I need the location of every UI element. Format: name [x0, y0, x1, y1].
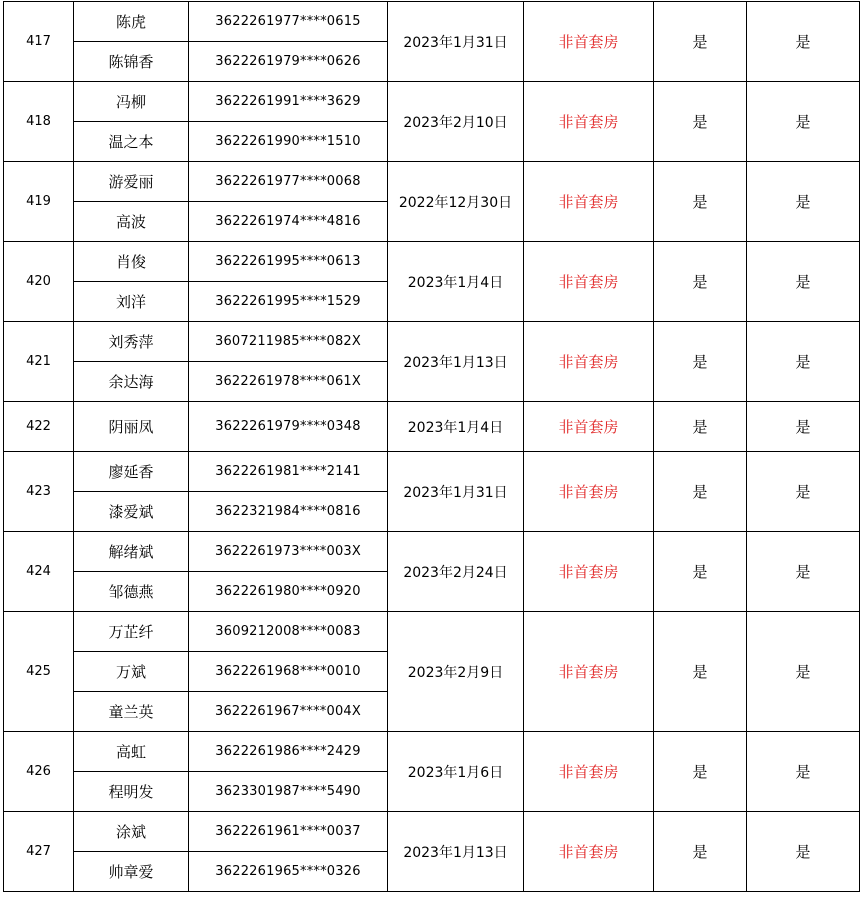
purchase-date-cell: 2023年1月4日	[388, 402, 524, 452]
record-number-cell: 426	[4, 732, 74, 812]
id-number-cell: 3622261991****3629	[189, 82, 388, 122]
id-number-cell: 3622321984****0816	[189, 492, 388, 532]
house-type-cell: 非首套房	[524, 82, 654, 162]
check-column-a-cell: 是	[654, 322, 747, 402]
purchase-date-cell: 2023年2月10日	[388, 82, 524, 162]
id-number-cell: 3622261979****0348	[189, 402, 388, 452]
id-number-cell: 3622261980****0920	[189, 572, 388, 612]
records-table	[3, 1, 860, 892]
table-row	[4, 322, 860, 362]
check-column-b-cell: 是	[747, 452, 860, 532]
record-number-cell: 423	[4, 452, 74, 532]
table-row	[4, 612, 860, 652]
applicant-name-cell: 高波	[74, 202, 189, 242]
record-number-cell: 427	[4, 812, 74, 892]
record-number-cell: 422	[4, 402, 74, 452]
applicant-name-cell: 陈虎	[74, 2, 189, 42]
check-column-b-cell: 是	[747, 242, 860, 322]
check-column-b-cell: 是	[747, 162, 860, 242]
id-number-cell: 3622261986****2429	[189, 732, 388, 772]
table-row	[4, 532, 860, 572]
house-type-cell: 非首套房	[524, 402, 654, 452]
applicant-name-cell: 涂斌	[74, 812, 189, 852]
check-column-b-cell: 是	[747, 732, 860, 812]
check-column-a-cell: 是	[654, 812, 747, 892]
table-row	[4, 402, 860, 452]
id-number-cell: 3622261981****2141	[189, 452, 388, 492]
purchase-date-cell: 2023年1月31日	[388, 452, 524, 532]
table-row	[4, 162, 860, 202]
id-number-cell: 3622261995****0613	[189, 242, 388, 282]
house-type-cell: 非首套房	[524, 242, 654, 322]
applicant-name-cell: 解绪斌	[74, 532, 189, 572]
check-column-b-cell: 是	[747, 2, 860, 82]
applicant-name-cell: 漆爱斌	[74, 492, 189, 532]
applicant-name-cell: 程明发	[74, 772, 189, 812]
id-number-cell: 3623301987****5490	[189, 772, 388, 812]
house-type-cell: 非首套房	[524, 812, 654, 892]
check-column-a-cell: 是	[654, 2, 747, 82]
table-row	[4, 242, 860, 282]
house-type-cell: 非首套房	[524, 452, 654, 532]
check-column-a-cell: 是	[654, 242, 747, 322]
id-number-cell: 3622261978****061X	[189, 362, 388, 402]
applicant-name-cell: 帅章爱	[74, 852, 189, 892]
applicant-name-cell: 万芷纤	[74, 612, 189, 652]
table-row	[4, 452, 860, 492]
id-number-cell: 3622261968****0010	[189, 652, 388, 692]
id-number-cell: 3622261974****4816	[189, 202, 388, 242]
check-column-b-cell: 是	[747, 82, 860, 162]
purchase-date-cell: 2023年1月4日	[388, 242, 524, 322]
id-number-cell: 3609212008****0083	[189, 612, 388, 652]
purchase-date-cell: 2023年1月13日	[388, 322, 524, 402]
check-column-a-cell: 是	[654, 82, 747, 162]
id-number-cell: 3622261973****003X	[189, 532, 388, 572]
check-column-a-cell: 是	[654, 612, 747, 732]
applicant-name-cell: 高虹	[74, 732, 189, 772]
applicant-name-cell: 余达海	[74, 362, 189, 402]
applicant-name-cell: 冯柳	[74, 82, 189, 122]
record-number-cell: 420	[4, 242, 74, 322]
purchase-date-cell: 2023年1月6日	[388, 732, 524, 812]
id-number-cell: 3622261967****004X	[189, 692, 388, 732]
applicant-name-cell: 邹德燕	[74, 572, 189, 612]
applicant-name-cell: 肖俊	[74, 242, 189, 282]
purchase-date-cell: 2023年1月13日	[388, 812, 524, 892]
id-number-cell: 3607211985****082X	[189, 322, 388, 362]
check-column-a-cell: 是	[654, 532, 747, 612]
purchase-date-cell: 2023年2月9日	[388, 612, 524, 732]
applicant-name-cell: 廖延香	[74, 452, 189, 492]
applicant-name-cell: 童兰英	[74, 692, 189, 732]
applicant-name-cell: 刘洋	[74, 282, 189, 322]
record-number-cell: 421	[4, 322, 74, 402]
record-number-cell: 419	[4, 162, 74, 242]
check-column-b-cell: 是	[747, 612, 860, 732]
table-row	[4, 732, 860, 772]
check-column-b-cell: 是	[747, 812, 860, 892]
purchase-date-cell: 2022年12月30日	[388, 162, 524, 242]
id-number-cell: 3622261977****0068	[189, 162, 388, 202]
purchase-date-cell: 2023年2月24日	[388, 532, 524, 612]
record-number-cell: 417	[4, 2, 74, 82]
id-number-cell: 3622261961****0037	[189, 812, 388, 852]
record-number-cell: 425	[4, 612, 74, 732]
applicant-name-cell: 万斌	[74, 652, 189, 692]
records-table-body	[4, 2, 860, 892]
check-column-a-cell: 是	[654, 452, 747, 532]
check-column-b-cell: 是	[747, 322, 860, 402]
applicant-name-cell: 陈锦香	[74, 42, 189, 82]
house-type-cell: 非首套房	[524, 612, 654, 732]
check-column-b-cell: 是	[747, 532, 860, 612]
house-type-cell: 非首套房	[524, 532, 654, 612]
check-column-a-cell: 是	[654, 162, 747, 242]
record-number-cell: 418	[4, 82, 74, 162]
table-row	[4, 2, 860, 42]
applicant-name-cell: 温之本	[74, 122, 189, 162]
id-number-cell: 3622261995****1529	[189, 282, 388, 322]
applicant-name-cell: 游爱丽	[74, 162, 189, 202]
house-type-cell: 非首套房	[524, 732, 654, 812]
applicant-name-cell: 刘秀萍	[74, 322, 189, 362]
check-column-a-cell: 是	[654, 402, 747, 452]
house-type-cell: 非首套房	[524, 162, 654, 242]
house-type-cell: 非首套房	[524, 322, 654, 402]
check-column-b-cell: 是	[747, 402, 860, 452]
record-number-cell: 424	[4, 532, 74, 612]
id-number-cell: 3622261979****0626	[189, 42, 388, 82]
house-type-cell: 非首套房	[524, 2, 654, 82]
purchase-date-cell: 2023年1月31日	[388, 2, 524, 82]
applicant-name-cell: 阴丽凤	[74, 402, 189, 452]
check-column-a-cell: 是	[654, 732, 747, 812]
table-row	[4, 82, 860, 122]
id-number-cell: 3622261977****0615	[189, 2, 388, 42]
table-row	[4, 812, 860, 852]
id-number-cell: 3622261990****1510	[189, 122, 388, 162]
id-number-cell: 3622261965****0326	[189, 852, 388, 892]
